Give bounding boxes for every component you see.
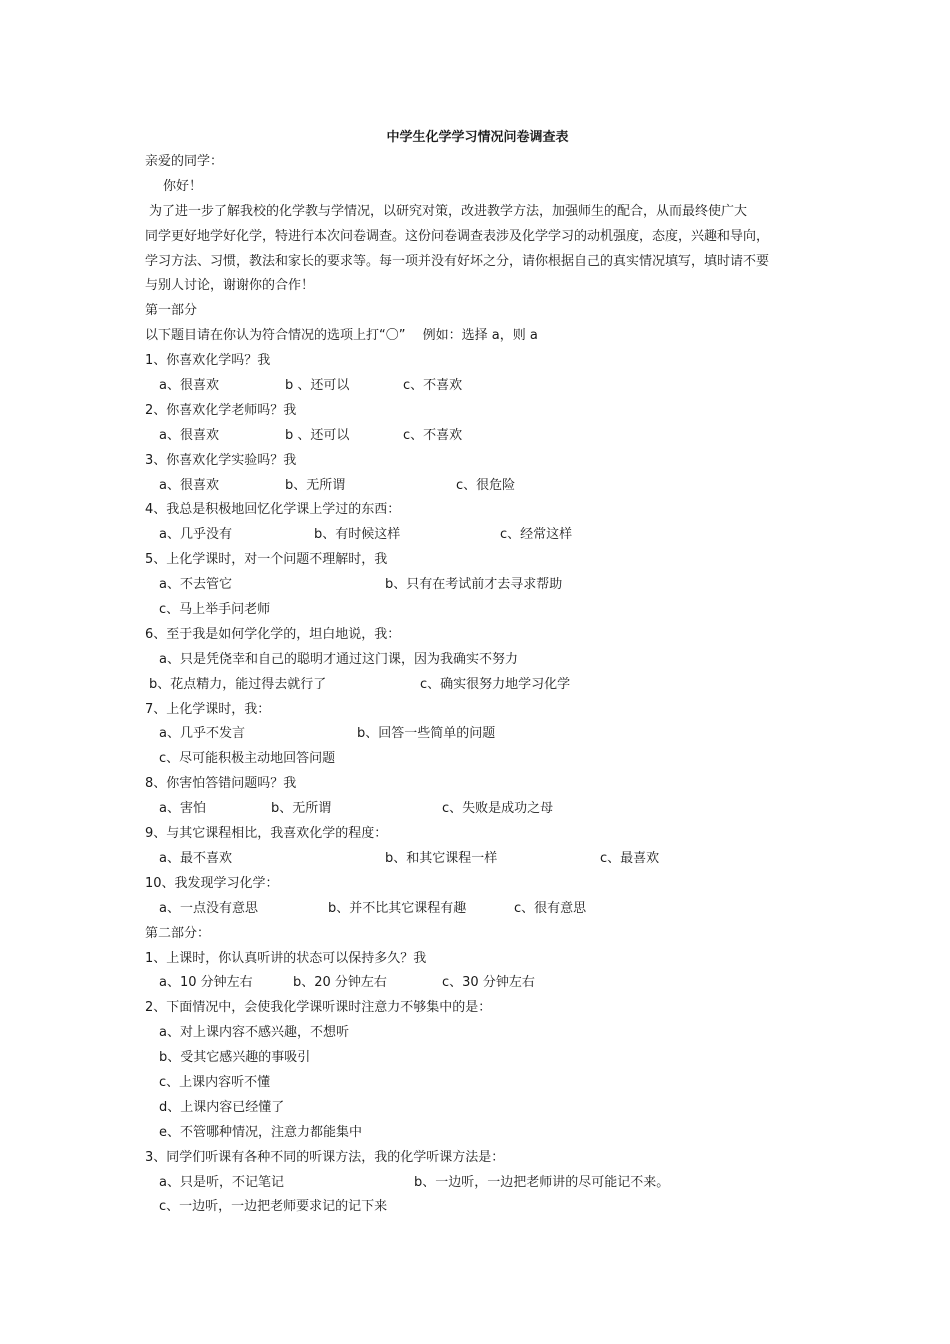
option-c: c、尽可能积极主动地回答问题 [159,751,336,767]
option-b: b、20 分钟左右 [293,975,387,991]
option-a: a、很喜欢 [159,427,219,443]
intro-paragraph [145,200,810,300]
question: 8、你害怕答错问题吗？我 [145,776,297,792]
option-a: a、几乎没有 [159,527,232,543]
options-row [145,474,810,499]
option-a: a、10 分钟左右 [159,975,253,991]
options-row [145,971,810,996]
question: 2、下面情况中，会使我化学课听课时注意力不够集中的是： [145,1000,492,1016]
part1-heading: 第一部分 [145,303,198,319]
option-b: b、和其它课程一样 [385,850,498,866]
hello: 你好！ [163,178,203,194]
option-a: a、只是凭侥幸和自己的聪明才通过这门课，因为我确实不努力 [159,651,518,667]
part1-instruction: 以下题目请在你认为符合情况的选项上打“〇” 例如：选择 a，则 a [145,328,538,344]
options-row [145,1171,810,1196]
options-row [145,648,810,673]
intro-line: 同学更好地学好化学，特进行本次问卷调查。这份问卷调查表涉及化学学习的动机强度，态度，兴趣和导向， [145,228,770,244]
option-a: a、不去管它 [159,577,232,593]
option-c: c、上课内容听不懂 [159,1074,271,1090]
options-row [145,747,810,772]
option-b: b、只有在考试前才去寻求帮助 [385,577,563,593]
page-title: 中学生化学学习情况问卷调查表 [386,130,569,145]
option-a: a、一点没有意思 [159,900,258,916]
questionnaire-page [145,126,810,1220]
options-row [145,897,810,922]
option-b: b、无所谓 [271,801,332,817]
options-row [145,722,810,747]
option-a: a、对上课内容不感兴趣，不想听 [159,1025,349,1041]
option-b: b、回答一些简单的问题 [357,726,496,742]
intro-line: 与别人讨论，谢谢你的合作！ [145,278,315,294]
part2-heading: 第二部分： [145,925,211,941]
options-row [145,523,810,548]
option-c: c、最喜欢 [600,850,660,866]
greeting: 亲爱的同学： [145,154,224,169]
options-row [145,847,810,872]
intro-line: 为了进一步了解我校的化学教与学情况，以研究对策，改进教学方法，加强师生的配合，从而最终使广大 [149,203,748,219]
option-b: b 、还可以 [285,427,350,443]
option-a: a、很喜欢 [159,477,219,493]
option-b: b、无所谓 [285,477,346,493]
question: 1、你喜欢化学吗？我 [145,353,271,369]
question: 1、上课时，你认真听讲的状态可以保持多久？我 [145,950,427,966]
options-row [145,673,810,698]
question: 6、至于我是如何学化学的，坦白地说，我： [145,626,401,642]
option-c: c、经常这样 [500,527,573,543]
question: 5、上化学课时，对一个问题不理解时，我 [145,552,388,568]
option-c: c、不喜欢 [403,378,463,394]
option-c: c、很有意思 [514,900,587,916]
option-a: a、很喜欢 [159,378,219,394]
question: 2、你喜欢化学老师吗？我 [145,402,297,418]
option-d: d、上课内容已经懂了 [159,1099,285,1115]
options-row [145,374,810,399]
option-c: c、马上举手问老师 [159,602,271,618]
options-row [145,797,810,822]
question: 10、我发现学习化学： [145,875,279,891]
option-c: c、失败是成功之母 [442,801,554,817]
option-b: b 、还可以 [285,378,350,394]
option-a: a、最不喜欢 [159,850,232,866]
options-row [145,598,810,623]
option-b: b、并不比其它课程有趣 [328,900,467,916]
option-c: c、很危险 [456,477,516,493]
option-e: e、不管哪种情况，注意力都能集中 [159,1124,362,1140]
option-b: b、花点精力，能过得去就行了 [149,676,327,692]
option-b: b、一边听，一边把老师讲的尽可能记不来。 [414,1174,670,1190]
options-row [145,424,810,449]
intro-line: 学习方法、习惯，教法和家长的要求等。每一项并没有好坏之分，请你根据自己的真实情况填写，填时请不要 [145,253,770,269]
question: 9、与其它课程相比，我喜欢化学的程度： [145,826,388,842]
options-row [145,573,810,598]
option-c: c、不喜欢 [403,427,463,443]
option-a: a、几乎不发言 [159,726,245,742]
option-b: b、有时候这样 [314,527,401,543]
question: 4、我总是积极地回忆化学课上学过的东西： [145,502,401,518]
option-a: a、只是听，不记笔记 [159,1174,284,1190]
question: 7、上化学课时，我： [145,701,271,717]
option-c: c、30 分钟左右 [442,975,535,991]
option-a: a、害怕 [159,801,206,817]
question: 3、同学们听课有各种不同的听课方法，我的化学听课方法是： [145,1149,505,1165]
option-c: c、确实很努力地学习化学 [420,676,571,692]
question: 3、你喜欢化学实验吗？我 [145,452,297,468]
option-b: b、受其它感兴趣的事吸引 [159,1050,311,1066]
option-c: c、一边听，一边把老师要求记的记下来 [159,1199,388,1215]
